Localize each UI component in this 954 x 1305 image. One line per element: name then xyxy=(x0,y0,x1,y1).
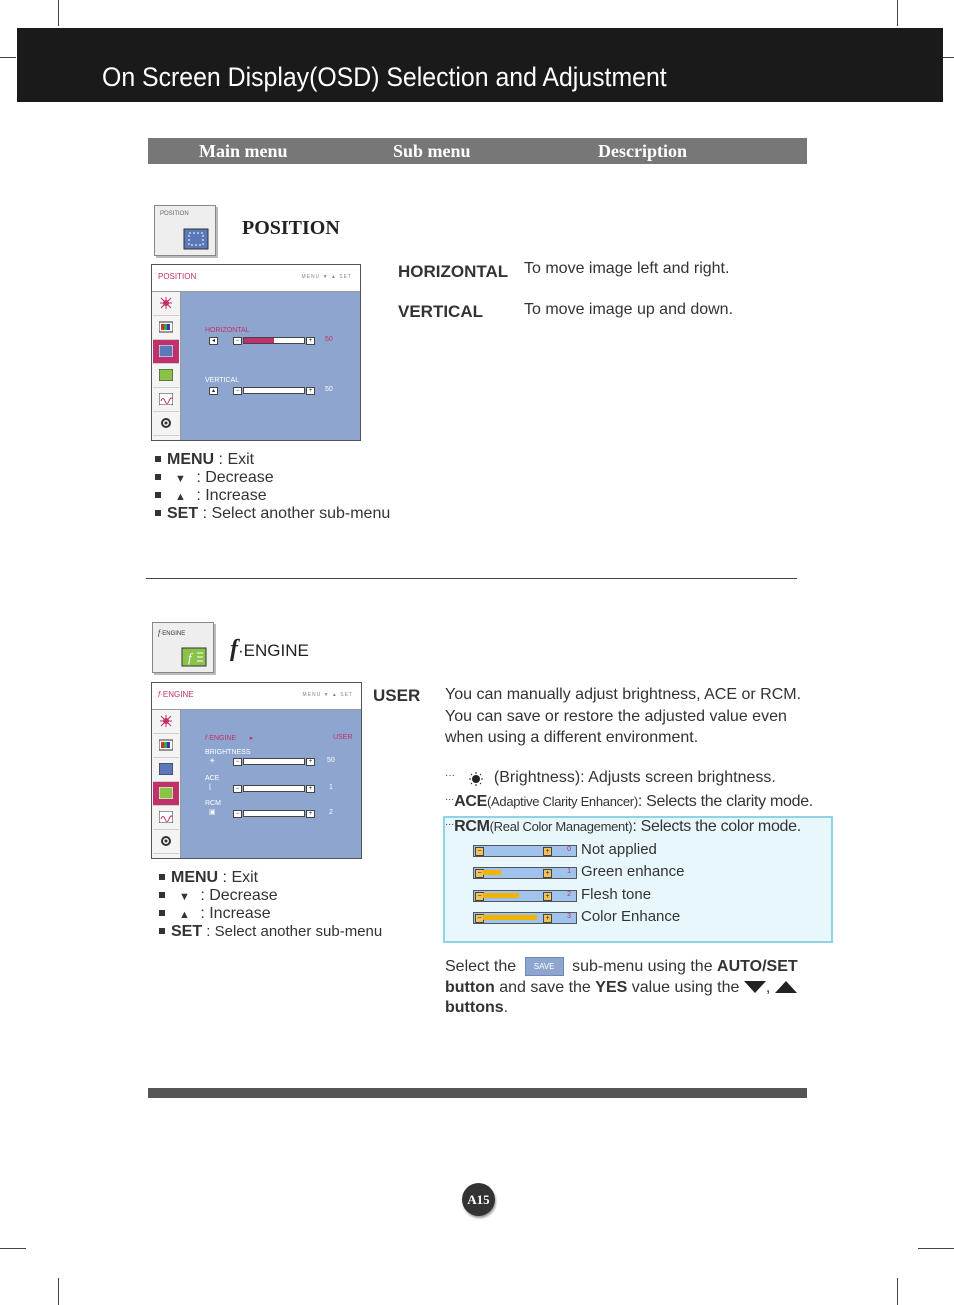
plus-icon: + xyxy=(543,892,552,901)
osd-minus-icon: − xyxy=(233,810,242,818)
tracking-icon xyxy=(159,393,173,405)
desc-ace xyxy=(445,791,813,815)
submenu-vertical: VERTICAL xyxy=(398,302,483,321)
svg-text:f: f xyxy=(188,650,192,665)
rcm-option-label: Green enhance xyxy=(581,863,685,880)
section-heading-position: POSITION xyxy=(242,217,340,239)
save-key2: YES xyxy=(595,978,628,996)
osd-rcm-icon: ▣ xyxy=(209,809,216,816)
engine-button-legend xyxy=(159,869,382,941)
f-engine-icon xyxy=(159,787,173,799)
crop-mark xyxy=(918,1248,954,1249)
rcm-key: RCM xyxy=(454,818,490,835)
rcm-highlight-box xyxy=(443,816,833,943)
legend-text-set: : Select another sub-menu xyxy=(198,505,391,522)
osd-sidebar-item xyxy=(153,412,179,436)
osd-plus-icon: + xyxy=(306,387,315,395)
rcm-level-fill xyxy=(483,870,501,875)
rcm-option-label: Color Enhance xyxy=(581,908,681,925)
crop-mark xyxy=(897,1278,898,1305)
osd-slider-fill xyxy=(244,338,274,343)
osd-minus-icon: − xyxy=(233,758,242,766)
legend-key-menu: MENU xyxy=(171,869,219,886)
save-key3: buttons xyxy=(445,999,504,1016)
page-title: On Screen Display(OSD) Selection and Adjustment xyxy=(102,62,667,92)
icon-caption: f·ENGINE xyxy=(158,628,186,637)
minus-icon: − xyxy=(475,869,484,878)
osd-sidebar xyxy=(152,292,181,440)
up-triangle-icon: ▲ xyxy=(179,909,190,921)
osd-buttons: MENU ▼ ▲ SET xyxy=(301,274,352,280)
osd-sidebar-item xyxy=(153,758,179,782)
osd-up-arrow-icon: ▴ xyxy=(209,387,218,395)
osd-label-vertical: VERTICAL xyxy=(205,377,240,384)
osd-sidebar xyxy=(152,710,181,858)
rcm-paren: (Real Color Management) xyxy=(489,819,633,834)
osd-subtitle-text: ENGINE xyxy=(209,735,237,742)
minus-icon: − xyxy=(475,847,484,856)
osd-slider-fill xyxy=(244,388,304,393)
osd-slider-fill xyxy=(244,786,262,791)
bullet xyxy=(155,456,161,462)
osd-plus-icon: + xyxy=(306,810,315,818)
osd-title: f·ENGINE xyxy=(158,690,194,699)
gear-icon xyxy=(159,417,173,429)
legend-row-set xyxy=(155,505,390,523)
legend-row-down xyxy=(159,887,382,905)
osd-plus-icon: + xyxy=(306,758,315,766)
crop-mark xyxy=(0,1248,26,1249)
down-triangle-icon xyxy=(744,981,766,993)
bullet xyxy=(155,492,161,498)
legend-row-up xyxy=(155,487,390,505)
osd-sidebar-item xyxy=(153,388,179,412)
column-main-menu: Main menu xyxy=(199,141,288,161)
osd-slider-horizontal xyxy=(243,337,305,344)
crop-mark xyxy=(58,0,59,26)
crop-mark xyxy=(897,0,898,26)
brightness-icon xyxy=(159,297,173,309)
icon-caption: POSITION xyxy=(160,211,189,217)
down-triangle-icon: ▼ xyxy=(175,473,186,485)
osd-panel xyxy=(181,710,361,858)
bullet xyxy=(159,910,165,916)
osd-label-horizontal: HORIZONTAL xyxy=(205,327,250,334)
osd-label-brightness: BRIGHTNESS xyxy=(205,749,251,756)
section-divider xyxy=(146,578,797,579)
osd-minus-icon: − xyxy=(233,337,242,345)
desc-line: You can save or restore the adjusted value even xyxy=(445,707,787,725)
rcm-level-fill xyxy=(483,915,537,920)
brightness-icon xyxy=(465,770,487,786)
legend-text-down: : Decrease xyxy=(191,469,274,486)
desc-line: You can manually adjust brightness, ACE or RCM. xyxy=(445,686,802,703)
desc-line: when using a different environment. xyxy=(445,729,699,746)
osd-slider-vertical xyxy=(243,387,305,394)
dots: ··· xyxy=(445,770,455,781)
osd-topbar xyxy=(152,265,360,292)
engine-osd-screen xyxy=(151,682,362,859)
position-icon xyxy=(159,763,173,775)
osd-plus-icon: + xyxy=(306,337,315,345)
osd-sidebar-item-active xyxy=(153,340,179,364)
osd-buttons: MENU ▼ ▲ SET xyxy=(302,692,353,698)
osd-plus-icon: + xyxy=(306,785,315,793)
plus-icon: + xyxy=(543,869,552,878)
osd-mode: USER xyxy=(333,734,353,741)
minus-icon: − xyxy=(475,892,484,901)
position-menu-icon xyxy=(154,205,216,256)
bullet xyxy=(159,874,165,880)
save-comma: , xyxy=(765,978,771,996)
rcm-option-label: Not applied xyxy=(581,841,657,858)
osd-value-brightness: 50 xyxy=(327,757,335,764)
ace-paren: (Adaptive Clarity Enhancer) xyxy=(486,794,638,809)
position-osd-screen xyxy=(151,264,361,441)
osd-sidebar-item xyxy=(153,806,179,830)
osd-minus-icon: − xyxy=(233,785,242,793)
minus-icon: − xyxy=(475,914,484,923)
desc-horizontal: To move image left and right. xyxy=(524,260,730,277)
column-description: Description xyxy=(598,141,687,161)
save-mid3: value using the xyxy=(631,978,740,996)
legend-key-menu: MENU xyxy=(167,451,215,468)
legend-text-up: : Increase xyxy=(195,905,271,922)
osd-slider-fill xyxy=(244,811,289,816)
legend-row-menu xyxy=(155,451,390,469)
legend-key-set: SET xyxy=(167,505,199,522)
save-chip: SAVE xyxy=(525,957,564,976)
osd-sidebar-item xyxy=(153,364,179,388)
dots: ··· xyxy=(445,819,455,830)
section-heading-engine: f·ENGINE xyxy=(230,636,309,662)
legend-text-up: : Increase xyxy=(191,487,267,504)
rcm-option-bar xyxy=(473,912,577,924)
legend-row-up xyxy=(159,905,382,923)
bullet xyxy=(155,510,161,516)
osd-title-text: ENGINE xyxy=(162,690,194,699)
crop-mark xyxy=(0,57,16,58)
desc-user xyxy=(445,684,801,749)
dots: ··· xyxy=(445,794,455,805)
osd-sidebar-item xyxy=(153,316,179,340)
osd-label-ace: ACE xyxy=(205,775,220,782)
osd-value-horizontal: 50 xyxy=(325,336,333,343)
osd-slider-fill xyxy=(244,759,274,764)
osd-slider-ace xyxy=(243,785,305,792)
submenu-user: USER xyxy=(373,686,421,705)
save-instructions xyxy=(445,957,825,1019)
rcm-option-bar xyxy=(473,845,577,857)
desc-vertical: To move image up and down. xyxy=(524,301,734,318)
engine-heading-text: ENGINE xyxy=(243,641,309,660)
ace-key: ACE xyxy=(454,793,487,810)
bullet xyxy=(159,928,165,934)
legend-row-down xyxy=(155,469,390,487)
rcm-text: : Selects the color mode. xyxy=(632,818,801,835)
save-end: . xyxy=(503,999,509,1016)
color-icon xyxy=(159,321,173,333)
osd-value-rcm: 2 xyxy=(329,809,333,816)
plus-icon: + xyxy=(543,847,552,856)
osd-sidebar-item-active xyxy=(153,782,179,806)
brightness-icon xyxy=(159,715,173,727)
osd-brightness-icon: ☀ xyxy=(209,758,216,765)
osd-sidebar-item xyxy=(153,710,179,734)
osd-slider-brightness xyxy=(243,758,305,765)
engine-menu-icon xyxy=(152,622,214,673)
submenu-horizontal: HORIZONTAL xyxy=(398,262,509,281)
osd-topbar xyxy=(152,683,361,710)
rcm-option-number: 1 xyxy=(567,868,571,875)
osd-left-arrow-icon: ◂ xyxy=(209,337,218,345)
color-icon xyxy=(159,739,173,751)
crop-mark xyxy=(943,57,954,58)
position-icon xyxy=(159,345,173,357)
legend-text-set: : Select another sub-menu xyxy=(202,923,383,940)
rcm-option-bar xyxy=(473,890,577,902)
legend-key-set: SET xyxy=(171,923,203,940)
osd-panel xyxy=(181,292,360,440)
up-triangle-icon xyxy=(775,981,797,993)
column-sub-menu: Sub menu xyxy=(393,141,471,161)
osd-sidebar-item xyxy=(153,830,179,854)
osd-sidebar-item xyxy=(153,734,179,758)
up-triangle-icon: ▲ xyxy=(175,491,186,503)
icon-caption-text: ENGINE xyxy=(162,631,186,637)
plus-icon: + xyxy=(543,914,552,923)
bullet xyxy=(155,474,161,480)
bottom-bar xyxy=(148,1088,807,1098)
rcm-option-number: 2 xyxy=(567,891,571,898)
down-triangle-icon: ▼ xyxy=(179,891,190,903)
osd-value-vertical: 50 xyxy=(325,386,333,393)
save-key1: AUTO/SET button xyxy=(445,958,798,996)
osd-subtitle: f·ENGINE ▸ xyxy=(205,735,254,742)
legend-row-set xyxy=(159,923,382,941)
crop-mark xyxy=(58,1278,59,1305)
legend-text-down: : Decrease xyxy=(195,887,278,904)
osd-label-rcm: RCM xyxy=(205,800,221,807)
osd-value-ace: 1 xyxy=(329,784,333,791)
save-mid2: and save the xyxy=(499,978,591,996)
rcm-option-number: 0 xyxy=(567,846,571,853)
bullet xyxy=(159,892,165,898)
tracking-icon xyxy=(159,811,173,823)
osd-slider-rcm xyxy=(243,810,305,817)
osd-ace-icon: ⌊ xyxy=(209,784,212,791)
legend-text-menu: : Exit xyxy=(214,451,255,468)
f-engine-icon xyxy=(181,647,207,667)
osd-sidebar-item xyxy=(153,292,179,316)
save-pre: Select the xyxy=(445,958,517,975)
position-icon xyxy=(183,228,209,250)
brightness-text: (Brightness): Adjusts screen brightness. xyxy=(493,769,776,786)
rcm-option-number: 3 xyxy=(567,913,571,920)
desc-rcm xyxy=(445,816,801,840)
save-mid: sub-menu using the xyxy=(572,958,713,975)
osd-minus-icon: − xyxy=(233,387,242,395)
rcm-level-fill xyxy=(483,893,519,898)
desc-brightness xyxy=(445,767,776,791)
position-button-legend xyxy=(155,451,390,523)
legend-text-menu: : Exit xyxy=(218,869,259,886)
ace-text: : Selects the clarity mode. xyxy=(637,793,813,810)
osd-title: POSITION xyxy=(158,272,197,281)
page-number: A15 xyxy=(462,1183,495,1216)
rcm-option-label: Flesh tone xyxy=(581,886,652,903)
rcm-option-bar xyxy=(473,867,577,879)
f-engine-icon xyxy=(159,369,173,381)
legend-row-menu xyxy=(159,869,382,887)
gear-icon xyxy=(159,835,173,847)
